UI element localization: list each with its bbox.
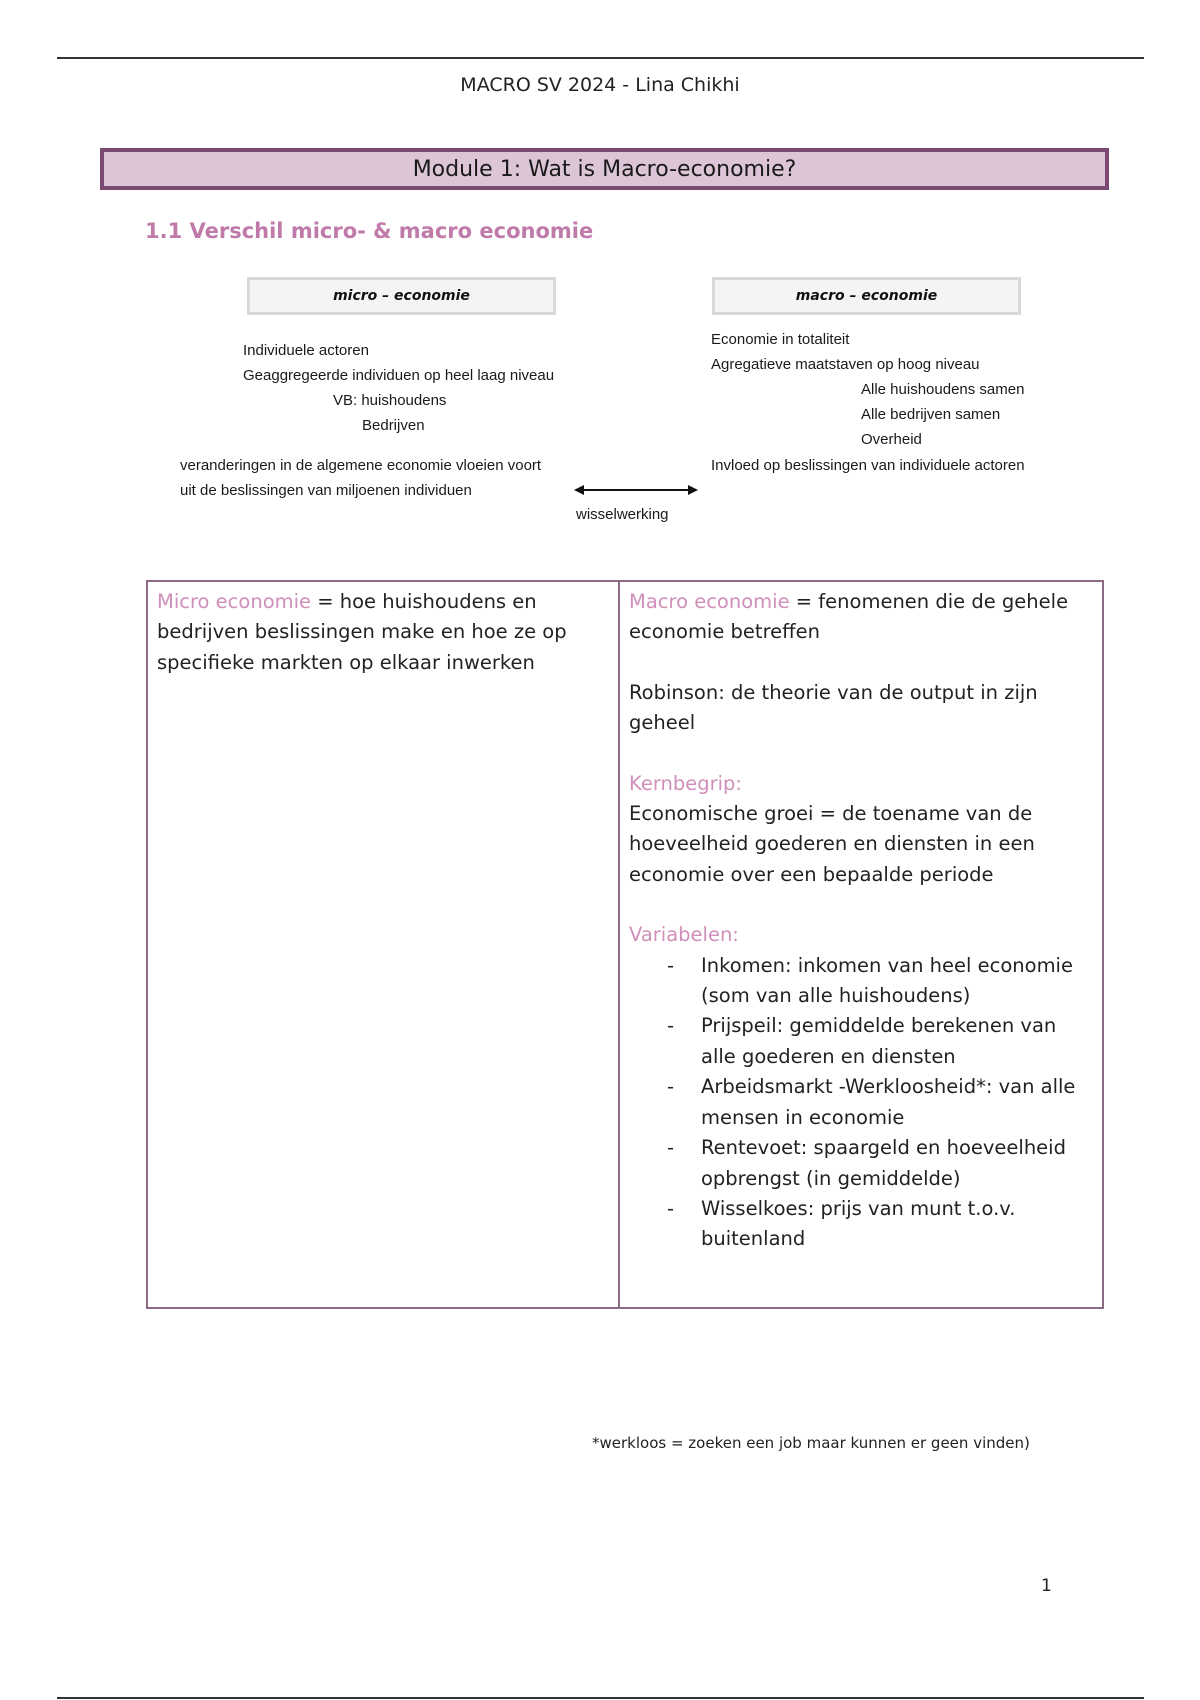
- list-item: [629, 1072, 1094, 1133]
- module-title: Module 1: Wat is Macro-economie?: [412, 156, 797, 182]
- micro-definition: = hoe huishoudens en bedrijven beslissingen make en hoe ze op specifieke markten op elkaar inwerken: [157, 590, 567, 674]
- document-header-title: MACRO SV 2024 - Lina Chikhi: [460, 74, 740, 96]
- footnote: *werkloos = zoeken een job maar kunnen er geen vinden): [592, 1434, 1030, 1452]
- micro-line: Geaggregeerde individuen op heel laag niveau: [243, 367, 555, 384]
- bullet-dash: -: [667, 1136, 675, 1160]
- macro-economie-label-box: macro – economie: [712, 277, 1021, 315]
- list-item: [629, 1133, 1094, 1194]
- micro-bottom-line: uit de beslissingen van miljoenen individuen: [180, 482, 472, 499]
- variabele-text: Inkomen: inkomen van heel economie (som van alle huishoudens): [701, 953, 1073, 1008]
- micro-term: Micro economie: [157, 590, 312, 613]
- micro-bottom-line: veranderingen in de algemene economie vloeien voort: [180, 457, 542, 474]
- wisselwerking-label: wisselwerking: [576, 506, 669, 523]
- variabele-text: Wisselkoes: prijs van munt t.o.v. buitenland: [701, 1196, 1016, 1251]
- macro-line: Economie in totaliteit: [711, 331, 850, 348]
- kernbegrip-label: Kernbegrip:: [629, 771, 742, 795]
- micro-economie-label-box: micro – economie: [247, 277, 556, 315]
- macro-line: Alle huishoudens samen: [861, 381, 1025, 398]
- micro-line: Individuele actoren: [243, 342, 369, 359]
- bullet-dash: -: [667, 953, 675, 977]
- variabele-text: Prijspeil: gemiddelde berekenen van alle goederen en diensten: [701, 1014, 1057, 1068]
- macro-line: Agregatieve maatstaven op hoog niveau: [711, 356, 980, 373]
- variabelen-list: [629, 951, 1094, 1255]
- variabele-text: Arbeidsmarkt -Werkloosheid*: van alle mensen in economie: [701, 1075, 1076, 1129]
- macro-line: Alle bedrijven samen: [861, 406, 1001, 423]
- bullet-dash: -: [667, 1014, 675, 1038]
- micro-line: VB: huishoudens: [333, 392, 447, 409]
- kernbegrip-text: Economische groei = de toename van de hoeveelheid goederen en diensten in een economie over een bepaalde periode: [629, 802, 1035, 886]
- bullet-dash: -: [667, 1196, 675, 1220]
- bullet-dash: -: [667, 1075, 675, 1099]
- micro-macro-diagram: [0, 0, 1200, 540]
- footer-rule: [57, 1697, 1144, 1699]
- double-arrow-icon: [574, 483, 698, 497]
- list-item: [629, 951, 1094, 1012]
- variabelen-label: Variabelen:: [629, 923, 739, 947]
- list-item: [629, 1011, 1094, 1072]
- section-heading: 1.1 Verschil micro- & macro economie: [145, 219, 594, 243]
- macro-definition: = fenomenen die de gehele economie betreffen: [629, 590, 1069, 644]
- macro-term: Macro economie: [629, 590, 790, 613]
- table-cell-micro: [148, 582, 620, 1307]
- variabele-text: Rentevoet: spaargeld en hoeveelheid opbrengst (in gemiddelde): [701, 1136, 1066, 1190]
- list-item: [629, 1194, 1094, 1255]
- definition-table: [146, 580, 1104, 1309]
- table-cell-macro: [620, 582, 1102, 1307]
- macro-line: Invloed op beslissingen van individuele actoren: [711, 457, 1025, 474]
- robinson-definition: Robinson: de theorie van de output in zijn geheel: [629, 680, 1038, 735]
- page-number: 1: [1041, 1576, 1052, 1596]
- micro-line: Bedrijven: [362, 417, 425, 434]
- macro-line: Overheid: [861, 431, 922, 448]
